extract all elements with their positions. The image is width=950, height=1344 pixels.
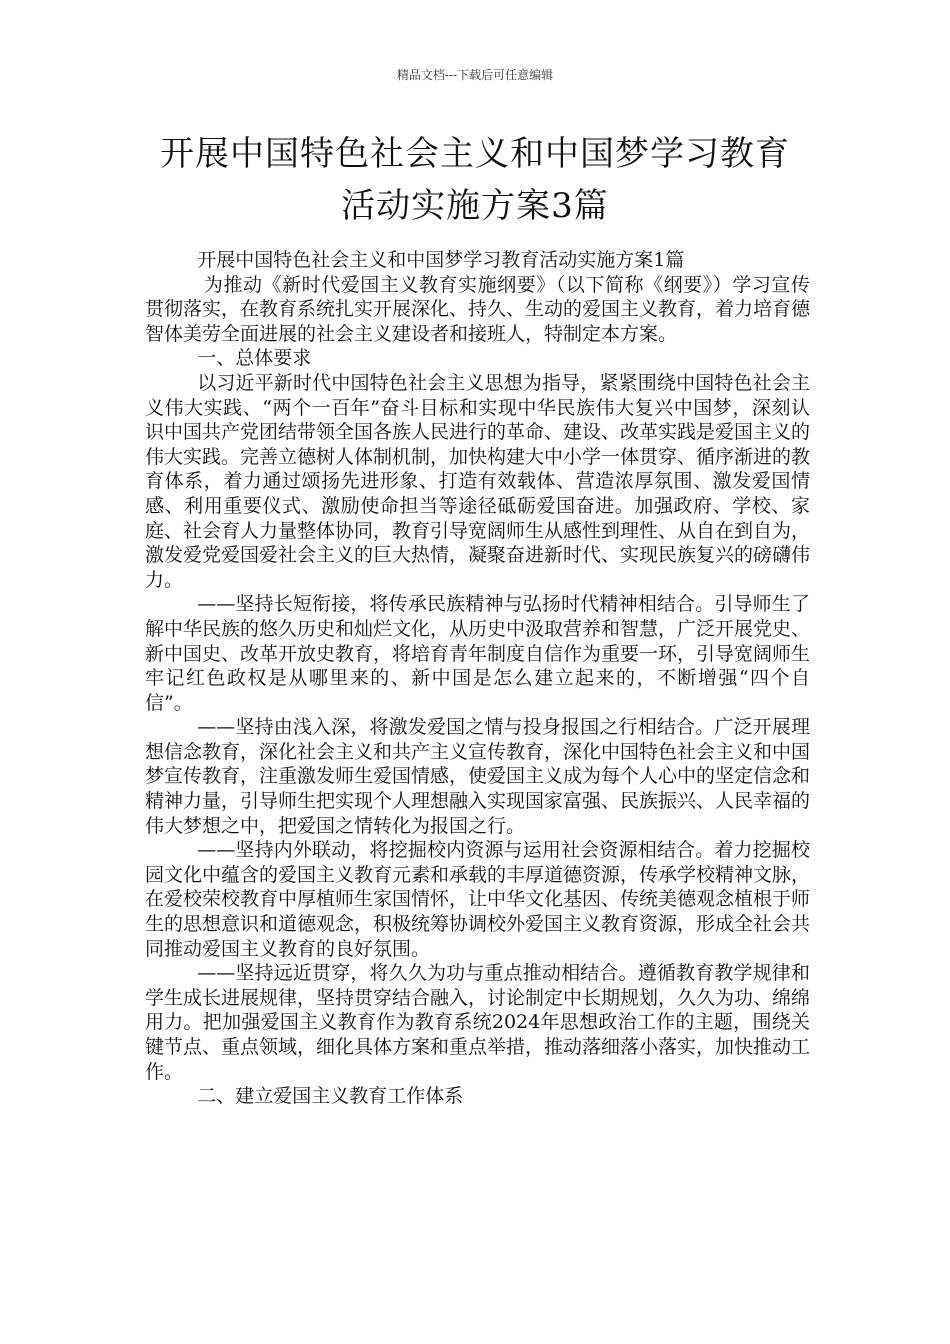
- document-title: [145, 128, 805, 232]
- header-note: 精品文档---下载后可任意编辑: [396, 68, 554, 82]
- document-body: [145, 248, 810, 1109]
- body-paragraph-principle-3: ——坚持内外联动，将挖掘校内资源与运用社会资源相结合。着力挖掘校园文化中蕴含的爱国主义教育元素和承载的丰厚道德资源，传承学校精神文脉，在爱校荣校教育中厚植师生家国情怀，让中华文化基因、传统美德观念植根于师生的思想意识和道德观念，积极统筹协调校外爱国主义教育资源，形成全社会共同推动爱国主义教育的良好氛围。: [145, 839, 811, 960]
- body-paragraph-principle-4: ——坚持远近贯穿，将久久为功与重点推动相结合。遵循教育教学规律和学生成长进展规律，坚持贯穿结合融入，讨论制定中长期规划，久久为功、绵绵用力。把加强爱国主义教育作为教育系统2024年思想政治工作的主题，围绕关键节点、重点领域，细化具体方案和重点举措，推动落细落小落实，加快推动工作。: [145, 962, 811, 1083]
- section-heading-general-requirements: 一、总体要求: [197, 347, 312, 370]
- section-heading-work-system: 二、建立爱国主义教育工作体系: [197, 1085, 464, 1108]
- body-paragraph-principle-1: ——坚持长短衔接，将传承民族精神与弘扬时代精神相结合。引导师生了解中华民族的悠久历史和灿烂文化，从历史中汲取营养和智慧，广泛开展党史、新中国史、改革开放史教育，将培育青年制度自信作为重要一环，引导宽阔师生牢记红色政权是从哪里来的、新中国是怎么建立起来的，不断增强“四个自信”。: [145, 593, 811, 714]
- title-line-1: 开展中国特色社会主义和中国梦学习教育: [160, 134, 790, 174]
- intro-paragraph: 为推动《新时代爱国主义教育实施纲要》（以下简称《纲要》）学习宣传贯彻落实，在教育系统扎实开展深化、持久、生动的爱国主义教育，着力培育德智体美劳全面进展的社会主义建设者和接班人，特制定本方案。: [145, 273, 811, 345]
- title-line-2: 活动实施方案3篇: [341, 186, 609, 226]
- body-paragraph-principle-2: ——坚持由浅入深，将激发爱国之情与投身报国之行相结合。广泛开展理想信念教育，深化社会主义和共产主义宣传教育，深化中国特色社会主义和中国梦宣传教育，注重激发师生爱国情感，使爱国主义成为每个人心中的坚定信念和精神力量，引导师生把实现个人理想融入实现国家富强、民族振兴、人民幸福的伟大梦想之中，把爱国之情转化为报国之行。: [145, 716, 811, 837]
- body-paragraph-guiding-thought: 以习近平新时代中国特色社会主义思想为指导，紧紧围绕中国特色社会主义伟大实践、“两个一百年”奋斗目标和实现中华民族伟大复兴中国梦，深刻认识中国共产党团结带领全国各族人民进行的革命、建设、改革实践是爱国主义的伟大实践。完善立德树人体制机制，加快构建大中小学一体贯穿、循序渐进的教育体系，着力通过颂扬先进形象、打造有效载体、营造浓厚氛围、激发爱国情感、利用重要仪式、激励使命担当等途径砥砺爱国奋进。加强政府、学校、家庭、社会育人力量整体协同，教育引导宽阔师生从感性到理性、从自在到自为，激发爱党爱国爱社会主义的巨大热情，凝聚奋进新时代、实现民族复兴的磅礴伟力。: [145, 371, 811, 591]
- section-heading-plan-1: 开展中国特色社会主义和中国梦学习教育活动实施方案1篇: [197, 249, 685, 271]
